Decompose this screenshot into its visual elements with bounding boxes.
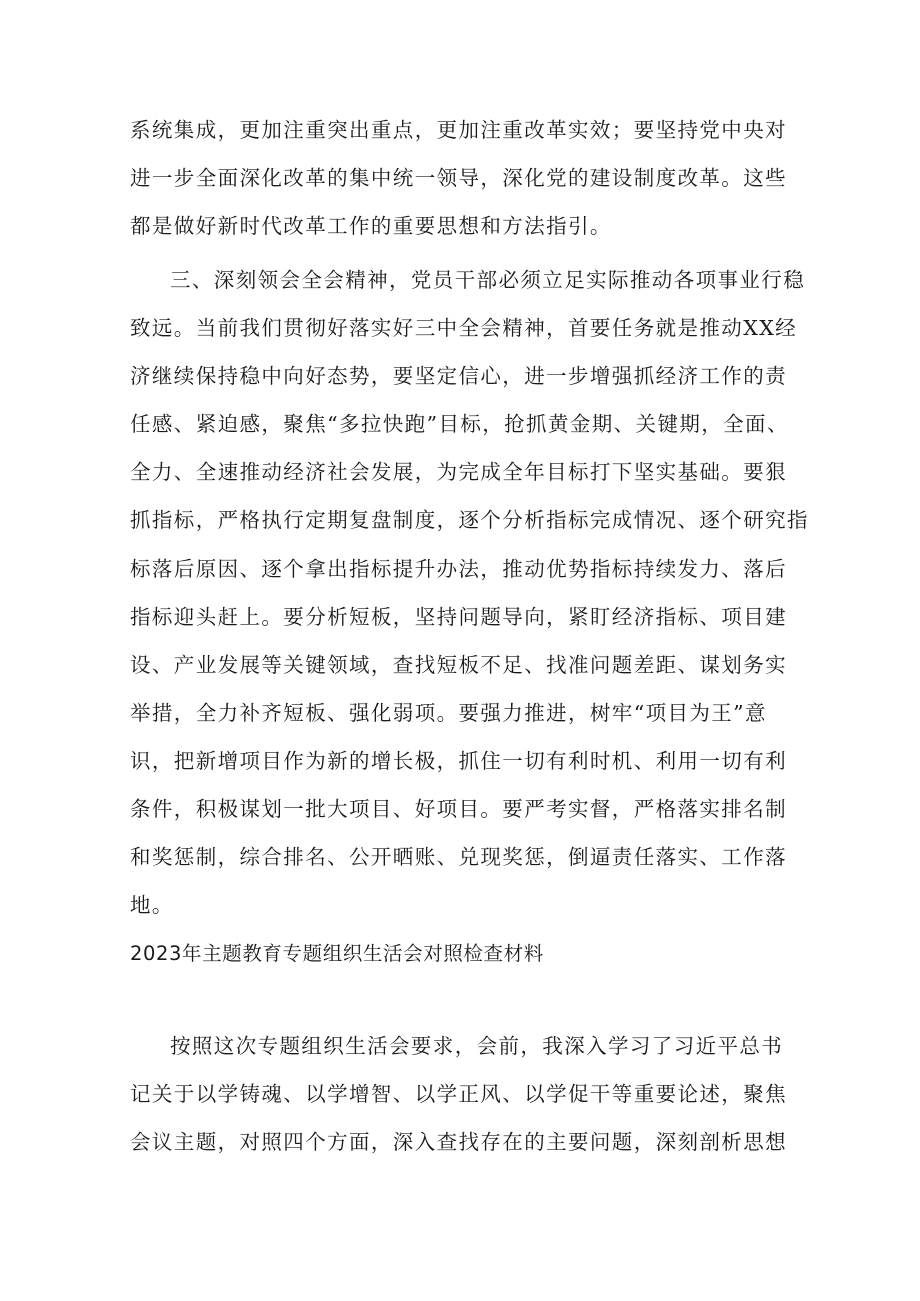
text-line: 任感、紧迫感，聚焦“多拉快跑”目标，抢抓黄金期、关键期，全面、: [130, 412, 789, 437]
text-line: 设、产业发展等关键领域，查找短板不足、找准问题差距、谋划务实: [130, 652, 787, 677]
paragraph-continued: [130, 106, 800, 250]
text-line: 标落后原因、逐个拿出指标提升办法，推动优势指标持续发力、落后: [130, 556, 787, 581]
text-line: 指标迎头赶上。要分析短板，坚持问题导向，紧盯经济指标、项目建: [130, 604, 787, 629]
text-line: 进一步全面深化改革的集中统一领导，深化党的建设制度改革。这些: [130, 166, 787, 191]
paragraph-section-three: [130, 256, 809, 929]
text-line: 会议主题，对照四个方面，深入查找存在的主要问题，深刻剖析思想: [130, 1130, 787, 1155]
document-title: 2023年主题教育专题组织生活会对照检查材料: [130, 942, 544, 965]
text-line: 三、深刻领会全会精神，党员干部必须立足实际推动各项事业行稳: [170, 268, 806, 292]
text-line: 济继续保持稳中向好态势，要坚定信心，进一步增强抓经济工作的责: [130, 364, 787, 389]
text-line: 致远。当前我们贯彻好落实好三中全会精神，首要任务就是推动XX经: [130, 316, 798, 341]
text-line: 按照这次专题组织生活会要求，会前，我深入学习了习近平总书: [170, 1034, 784, 1058]
text-line: 都是做好新时代改革工作的重要思想和方法指引。: [130, 214, 612, 239]
text-line: 识，把新增项目作为新的增长极，抓住一切有利时机、利用一切有利: [130, 748, 787, 773]
text-line: 地。: [130, 893, 174, 918]
paragraph-opening: [130, 1022, 800, 1166]
text-line: 条件，积极谋划一批大项目、好项目。要严考实督，严格落实排名制: [130, 797, 787, 822]
text-line: 举措，全力补齐短板、强化弱项。要强力推进，树牢“项目为王”意: [130, 700, 767, 725]
text-line: 抓指标，严格执行定期复盘制度，逐个分析指标完成情况、逐个研究指: [130, 508, 809, 533]
text-line: 全力、全速推动经济社会发展，为完成全年目标打下坚实基础。要狠: [130, 460, 787, 485]
text-line: 系统集成，更加注重突出重点，更加注重改革实效；要坚持党中央对: [130, 118, 787, 142]
text-line: 和奖惩制，综合排名、公开晒账、兑现奖惩，倒逼责任落实、工作落: [130, 845, 787, 870]
text-line: 记关于以学铸魂、以学增智、以学正风、以学促干等重要论述，聚焦: [130, 1082, 787, 1107]
